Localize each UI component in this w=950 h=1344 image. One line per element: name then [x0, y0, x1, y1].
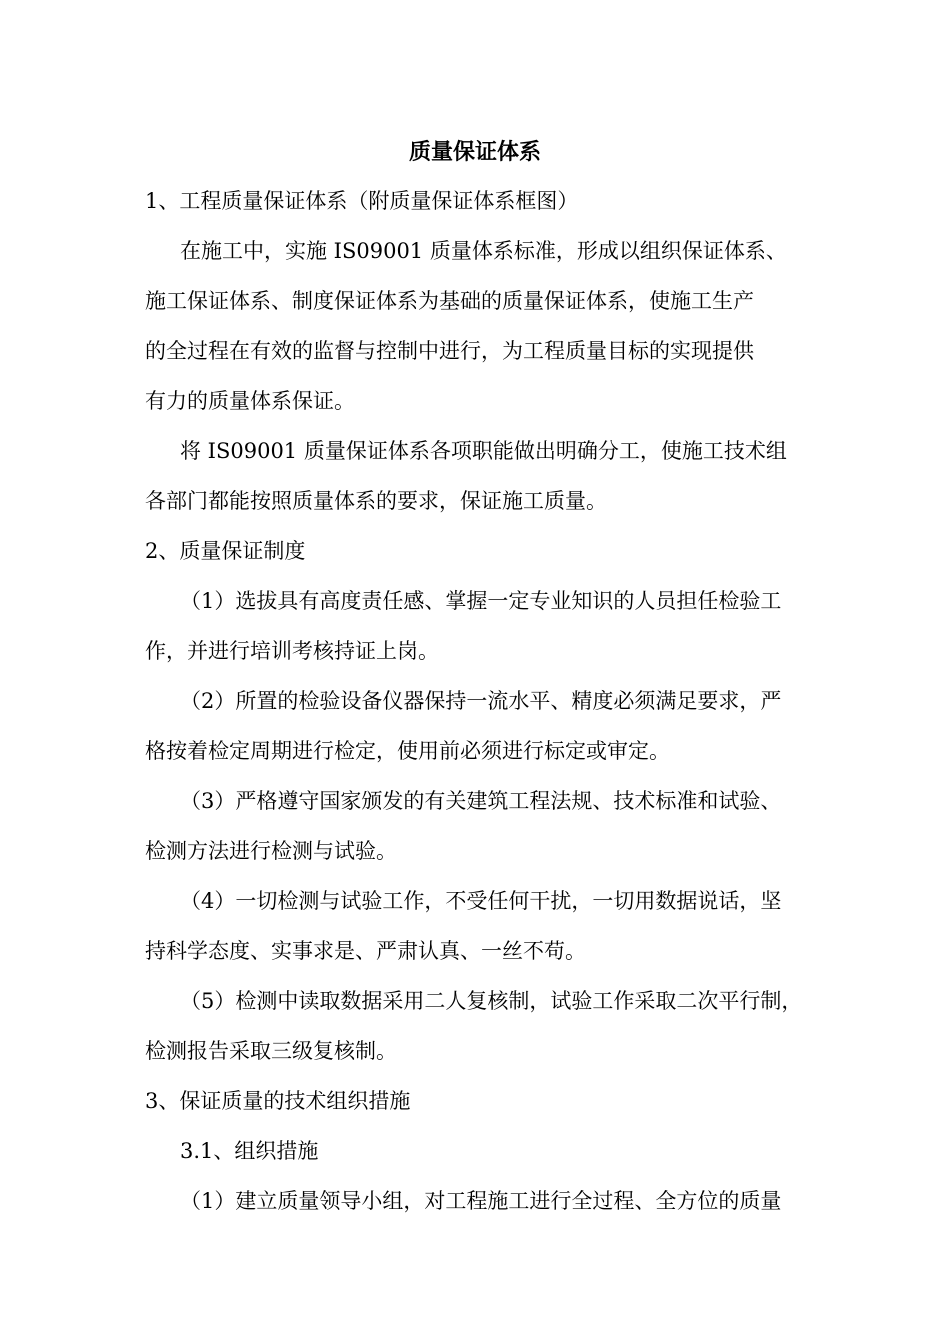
text-line: 将 IS09001 质量保证体系各项职能做出明确分工，使施工技术组	[180, 439, 787, 463]
document-body	[145, 181, 825, 1231]
text-line: （2）所置的检验设备仪器保持一流水平、精度必须满足要求，严	[180, 689, 782, 713]
text-line: 格按着检定周期进行检定，使用前必须进行标定或审定。	[145, 739, 670, 763]
text-line: 有力的质量体系保证。	[145, 389, 355, 413]
text-line: 2、质量保证制度	[145, 539, 306, 563]
text-line: 3、保证质量的技术组织措施	[145, 1089, 411, 1113]
document-title: 质量保证体系	[408, 139, 541, 165]
text-line: （4）一切检测与试验工作，不受任何干扰，一切用数据说话，坚	[180, 889, 782, 913]
text-line: 作，并进行培训考核持证上岗。	[145, 639, 439, 663]
text-line: 检测方法进行检测与试验。	[145, 839, 397, 863]
text-line: 施工保证体系、制度保证体系为基础的质量保证体系，使施工生产	[145, 289, 754, 313]
text-line: 各部门都能按照质量体系的要求，保证施工质量。	[145, 489, 607, 513]
text-line: 持科学态度、实事求是、严肃认真、一丝不苟。	[145, 939, 586, 963]
text-line: （3）严格遵守国家颁发的有关建筑工程法规、技术标准和试验、	[180, 789, 782, 813]
text-line: （5）检测中读取数据采用二人复核制，试验工作采取二次平行制，	[180, 989, 803, 1013]
text-line: 3.1、组织措施	[180, 1139, 319, 1163]
text-line: 1、工程质量保证体系（附质量保证体系框图）	[145, 189, 579, 213]
text-line: 的全过程在有效的监督与控制中进行，为工程质量目标的实现提供	[145, 339, 754, 363]
text-line: （1）建立质量领导小组，对工程施工进行全过程、全方位的质量	[180, 1189, 782, 1213]
text-line: 在施工中，实施 IS09001 质量体系标准，形成以组织保证体系、	[180, 239, 787, 263]
text-line: 检测报告采取三级复核制。	[145, 1039, 397, 1063]
text-line: （1）选拔具有高度责任感、掌握一定专业知识的人员担任检验工	[180, 589, 782, 613]
